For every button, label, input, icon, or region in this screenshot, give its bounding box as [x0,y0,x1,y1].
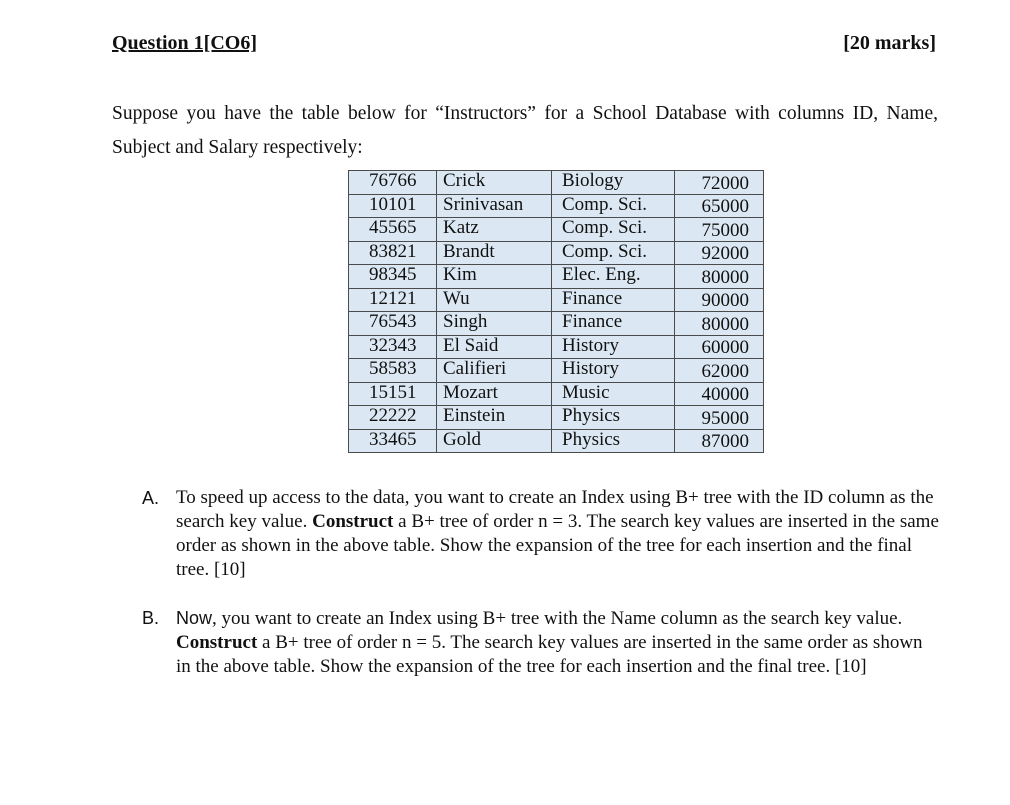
question-b [142,606,942,679]
cell-salary: 60000 [675,335,764,359]
table-row [349,288,764,312]
cell-salary: 40000 [675,382,764,406]
table-row [349,382,764,406]
cell-name: Brandt [437,241,552,265]
cell-subject: Elec. Eng. [552,265,675,289]
question-a-text-part2: a B+ tree of order n = 3. The search key values are inserted in the same order as shown in the above table. Show the expansion of the tree for each insertion and the final tree. [10] [176,511,939,580]
cell-subject: Music [552,382,675,406]
question-b-text-part2: a B+ tree of order n = 5. The search key values are inserted in the same order as shown in the above table. Show the expansion of the tree for each insertion and the final tree. [10] [176,632,923,677]
table-row [349,241,764,265]
cell-name: Katz [437,218,552,242]
cell-subject: Comp. Sci. [552,241,675,265]
cell-subject: History [552,335,675,359]
cell-id: 98345 [349,265,437,289]
table-row [349,312,764,336]
cell-subject: Physics [552,406,675,430]
question-a-marker: A. [142,488,160,508]
question-b-text [176,608,923,677]
cell-salary: 92000 [675,241,764,265]
cell-subject: Comp. Sci. [552,194,675,218]
instructors-table-wrapper [348,170,764,453]
cell-salary: 95000 [675,406,764,430]
question-b-bold-construct: Construct [176,632,258,653]
cell-subject: Finance [552,312,675,336]
question-a [142,486,942,582]
table-row [349,171,764,195]
cell-name: Califieri [437,359,552,383]
instructors-table [348,170,764,453]
cell-subject: Finance [552,288,675,312]
cell-salary: 90000 [675,288,764,312]
cell-id: 76766 [349,171,437,195]
question-a-text-part1: To speed up access to the data, you want to create an Index using B+ tree with the ID column as the search key value. [176,487,934,532]
cell-id: 45565 [349,218,437,242]
table-row [349,218,764,242]
cell-id: 10101 [349,194,437,218]
cell-name: Wu [437,288,552,312]
cell-id: 12121 [349,288,437,312]
table-row [349,265,764,289]
cell-subject: History [552,359,675,383]
cell-id: 33465 [349,429,437,453]
cell-id: 83821 [349,241,437,265]
cell-salary: 72000 [675,171,764,195]
cell-id: 76543 [349,312,437,336]
cell-salary: 65000 [675,194,764,218]
cell-name: Singh [437,312,552,336]
cell-name: Gold [437,429,552,453]
cell-name: Mozart [437,382,552,406]
cell-id: 15151 [349,382,437,406]
question-a-bold-construct: Construct [312,511,394,532]
cell-subject: Biology [552,171,675,195]
table-row [349,359,764,383]
cell-subject: Physics [552,429,675,453]
question-a-text [176,487,939,580]
question-list [142,486,942,703]
cell-salary: 80000 [675,312,764,336]
question-heading: Question 1[CO6] [112,32,257,54]
cell-id: 22222 [349,406,437,430]
cell-id: 58583 [349,359,437,383]
question-b-marker: B. [142,608,160,628]
cell-salary: 62000 [675,359,764,383]
cell-salary: 80000 [675,265,764,289]
cell-subject: Comp. Sci. [552,218,675,242]
cell-id: 32343 [349,335,437,359]
cell-name: Crick [437,171,552,195]
cell-name: Kim [437,265,552,289]
table-row [349,406,764,430]
marks-label: [20 marks] [843,32,936,54]
question-b-text-part1: , you want to create an Index using B+ tree with the Name column as the search key value. [212,608,903,629]
cell-salary: 87000 [675,429,764,453]
cell-name: Srinivasan [437,194,552,218]
table-row [349,429,764,453]
instructors-table-body [349,171,764,453]
cell-salary: 75000 [675,218,764,242]
question-b-lead-word: Now [176,608,213,628]
intro-paragraph: Suppose you have the table below for “Instructors” for a School Database with columns ID, Name, Subject and Salary respectively: [112,103,938,158]
cell-name: El Said [437,335,552,359]
table-row [349,335,764,359]
table-row [349,194,764,218]
cell-name: Einstein [437,406,552,430]
